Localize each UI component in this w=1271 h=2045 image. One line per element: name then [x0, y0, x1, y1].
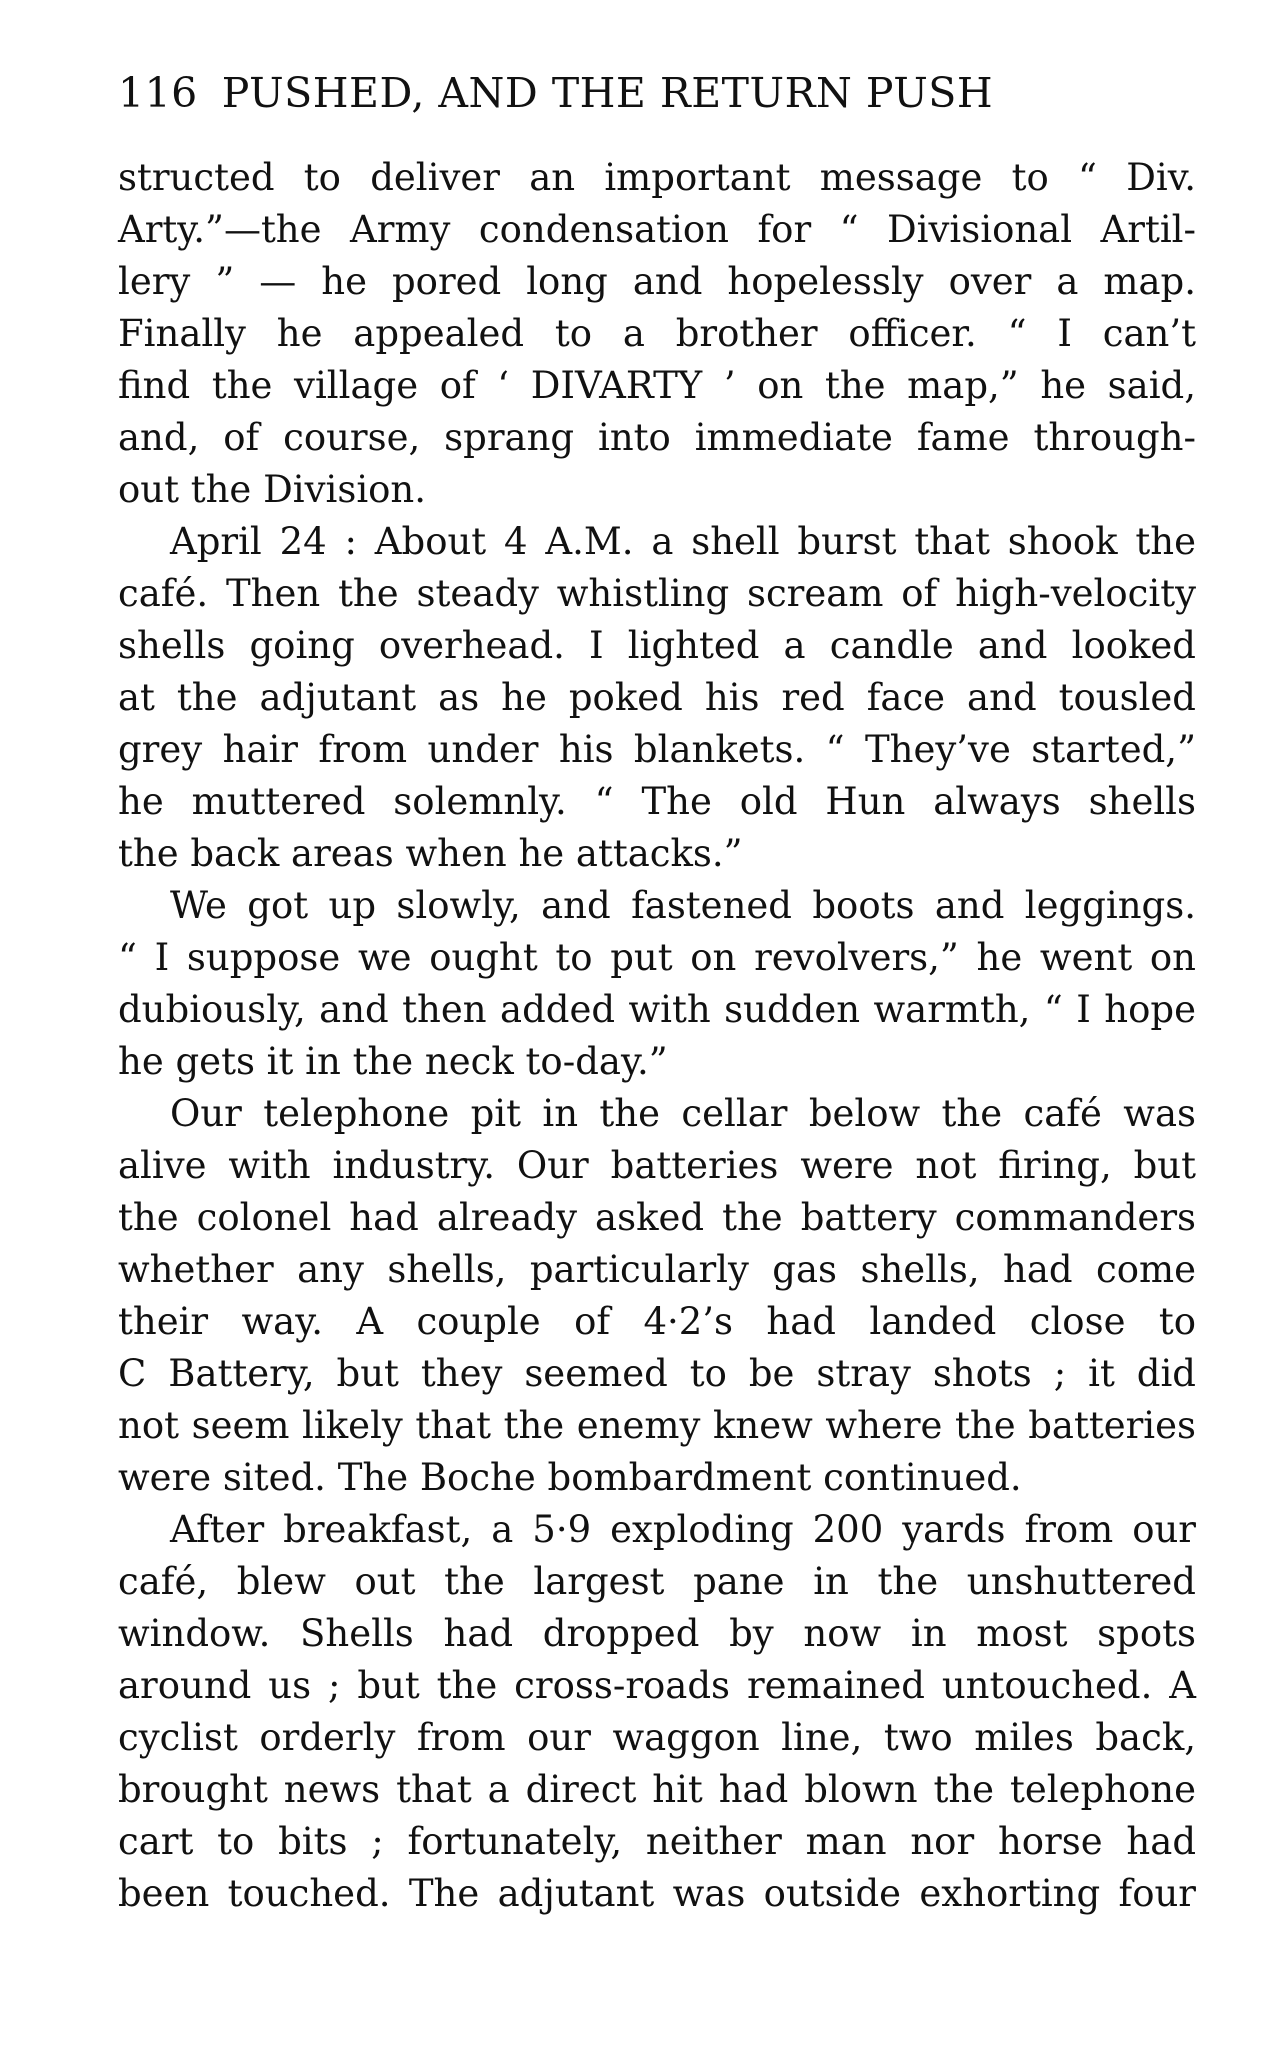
text-line: cart to bits ; fortunately, neither man nor horse had [118, 1820, 1196, 1863]
text-line: at the adjutant as he poked his red face and tousled [118, 676, 1196, 719]
text-line: alive with industry. Our batteries were not firing, but [118, 1144, 1196, 1187]
text-line: structed to deliver an important message to “ Div. [118, 156, 1196, 199]
text-line: We got up slowly, and fastened boots and leggings. [170, 884, 1196, 927]
text-line: shells going overhead. I lighted a candle and looked [118, 624, 1196, 667]
text-line: find the village of ‘ DIVARTY ’ on the map,” he said, [118, 364, 1196, 407]
text-line: the colonel had already asked the battery commanders [118, 1196, 1196, 1239]
text-line: After breakfast, a 5·9 exploding 200 yards from our [170, 1508, 1196, 1551]
text-line: “ I suppose we ought to put on revolvers,” he went on [118, 936, 1196, 979]
text-line: C Battery, but they seemed to be stray shots ; it did [118, 1352, 1196, 1395]
text-line: dubiously, and then added with sudden warmth, “ I hope [118, 988, 1196, 1031]
running-title: PUSHED, AND THE RETURN PUSH [221, 69, 994, 117]
text-line: Finally he appealed to a brother officer. “ I can’t [118, 312, 1196, 355]
text-line: and, of course, sprang into immediate fame through- [118, 416, 1196, 459]
paragraph-4 [118, 1088, 1196, 1504]
text-line: been touched. The adjutant was outside exhorting four [118, 1872, 1196, 1915]
text-line: around us ; but the cross-roads remained untouched. A [118, 1664, 1196, 1707]
text-line: cyclist orderly from our waggon line, two miles back, [118, 1716, 1196, 1759]
running-head [118, 64, 1196, 152]
text-line: were sited. The Boche bombardment continued. [118, 1456, 1022, 1499]
text-line: their way. A couple of 4·2’s had landed close to [118, 1300, 1196, 1343]
paragraph-5 [118, 1504, 1196, 1920]
paragraph-1 [118, 152, 1196, 516]
text-line: he gets it in the neck to-day.” [118, 1040, 668, 1083]
body-text [118, 152, 1196, 1920]
text-line: Our telephone pit in the cellar below the café was [170, 1092, 1196, 1135]
text-line: window. Shells had dropped by now in most spots [118, 1612, 1196, 1655]
text-line: the back areas when he attacks.” [118, 832, 743, 875]
text-line: out the Division. [118, 468, 427, 511]
text-line: grey hair from under his blankets. “ They’ve started,” [118, 728, 1196, 771]
text-line: not seem likely that the enemy knew where the batteries [118, 1404, 1196, 1447]
text-line: he muttered solemnly. “ The old Hun always shells [118, 780, 1196, 823]
text-line: Arty.”—the Army condensation for “ Divisional Artil- [118, 208, 1196, 251]
text-line: café, blew out the largest pane in the unshuttered [118, 1560, 1196, 1603]
text-line: café. Then the steady whistling scream of high-velocity [118, 572, 1196, 615]
text-line: brought news that a direct hit had blown the telephone [118, 1768, 1196, 1811]
text-line: lery ” — he pored long and hopelessly over a map. [118, 260, 1196, 303]
text-line: April 24 : About 4 A.M. a shell burst that shook the [170, 520, 1196, 563]
text-line: whether any shells, particularly gas shells, had come [118, 1248, 1196, 1291]
page-number: 116 [118, 69, 198, 117]
book-page [118, 64, 1196, 1920]
paragraph-2 [118, 516, 1196, 880]
paragraph-3 [118, 880, 1196, 1088]
